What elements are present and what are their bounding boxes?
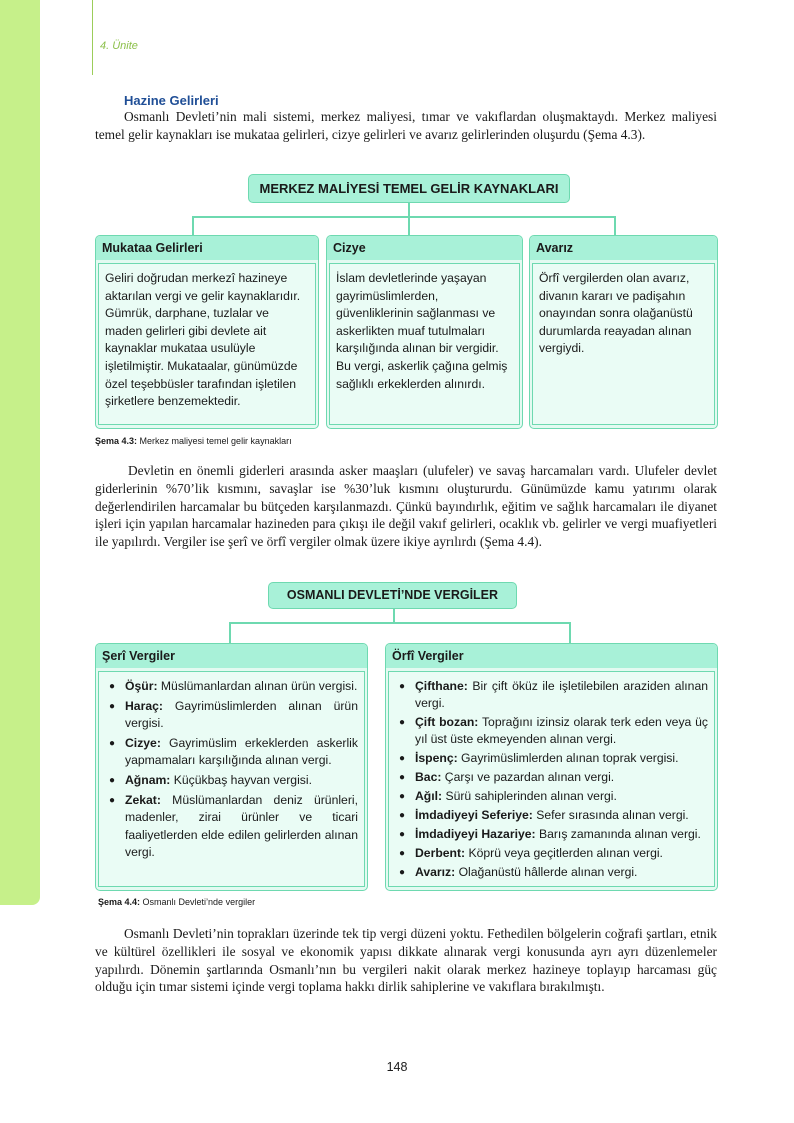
tax-term: Haraç: [125, 698, 163, 713]
page-number: 148 [386, 1060, 408, 1074]
box-text: Geliri doğrudan merkezî hazineye aktarılan vergi ve gelir kaynaklarıdır. Gümrük, darphane, tuzlalar ve maden gelirleri gibi devlete ait kaynaklar mukataa usulüyle işletilmiştir. Mukataalar, günümüzde özel teşebbüsler tarafından işletilen şirketlere benzemektedir. [98, 263, 316, 425]
tax-description: Sefer sırasında alınan vergi. [532, 808, 689, 822]
tax-description: Toprağını izinsiz olarak terk eden veya üç yıl üst üste ekmeyenden alınan vergi. [415, 715, 708, 746]
diagram-revenue-title: MERKEZ MALİYESİ TEMEL GELİR KAYNAKLARI [248, 174, 570, 203]
tax-description: Barış zamanında alınan vergi. [535, 827, 701, 841]
caption-label: Şema 4.3: [95, 436, 138, 446]
box-title: Örfî Vergiler [386, 644, 717, 668]
box-title: Şerî Vergiler [96, 644, 367, 668]
tax-description: Sürü sahiplerinden alınan vergi. [442, 789, 617, 803]
tax-item [395, 788, 708, 805]
box-title: Cizye [327, 236, 522, 260]
diagram-caption [95, 436, 292, 446]
tax-description: Bir çift öküz ile işletilebilen araziden alınan vergi. [415, 679, 708, 710]
tax-description: Müslümanlardan deniz ürünleri, madenler, zirai ürünler ve ticari faaliyetlerden elde edilen gelirlerden alınan vergi. [125, 792, 358, 860]
tax-term: Derbent: [415, 846, 466, 860]
paragraph-intro: Osmanlı Devleti’nin mali sistemi, merkez maliyesi, tımar ve vakıflardan oluşmaktaydı. Merkez maliyesi temel gelir kaynakları ise mukataa gelirleri, cizye gelirleri ve avarız gelirlerinden oluşurdu (Şema 4.3). [95, 109, 717, 142]
connector [614, 216, 616, 236]
connector [229, 622, 231, 644]
section-title: Hazine Gelirleri [124, 93, 219, 108]
connector [229, 622, 571, 624]
side-color-band [0, 0, 40, 905]
connector [408, 203, 410, 217]
diagram-caption [98, 897, 255, 907]
tax-item [105, 678, 358, 696]
tax-item [395, 826, 708, 843]
tax-description: Gayrimüslimlerden alınan toprak vergisi. [457, 751, 679, 765]
paragraph-regional-taxes: Osmanlı Devleti’nin toprakları üzerinde tek tip vergi düzeni yoktu. Fethedilen bölgelerin coğrafi şartları, etnik ve kültürel özellikleri ile sosyal ve ekonomik yapısı dikkate alınarak vergi konusunda ayrı ayrı düzenlemeler yapılırdı. Dönemin şartlarında Osmanlı’nın bu vergileri nakit olarak merkez hazineye toplayıp harcaması güç olduğu için tımar sistemi içinde vergi toplama hakkı dirlik sahiplerine ve vakıflara bırakılmıştı. [95, 926, 717, 995]
tax-description: Gayrimüslim erkeklerden askerlik yapmamaları karşılığında alınan vergi. [125, 735, 358, 768]
box-list-container [388, 671, 715, 887]
tax-description: Köprü veya geçitlerden alınan vergi. [465, 846, 663, 860]
box-text: İslam devletlerinde yaşayan gayrimüslimlerden, güvenliklerinin sağlanması ve askerlikten muaf tutulmaları karşılığında alınan bir vergidir. Bu vergi, askerlik çağına gelmiş sağlıklı erkeklerden alınırdı. [329, 263, 520, 425]
box-list-container [98, 671, 365, 887]
tax-term: Ağnam: [125, 772, 171, 787]
tax-item [395, 769, 708, 786]
header-divider [92, 0, 93, 75]
tax-term: Çifthane: [415, 679, 468, 693]
tax-term: Öşür: [125, 679, 158, 693]
diagram-taxes-title: OSMANLI DEVLETİ’NDE VERGİLER [268, 582, 517, 609]
tax-term: Çift bozan: [415, 715, 479, 729]
caption-text: Osmanlı Devleti’nde vergiler [140, 897, 256, 907]
tax-term: İspenç: [415, 751, 458, 765]
connector [192, 216, 616, 218]
tax-item [105, 772, 358, 790]
box-text: Örfî vergilerden olan avarız, divanın kararı ve padişahın onayından sonra olağanüstü durumlarda reayadan alınan vergiydi. [532, 263, 715, 425]
tax-item [395, 807, 708, 824]
tax-item [395, 714, 708, 748]
tax-description: Çarşı ve pazardan alınan vergi. [441, 770, 615, 784]
connector [408, 216, 410, 236]
connector [192, 216, 194, 236]
tax-item [105, 792, 358, 862]
box-title: Mukataa Gelirleri [96, 236, 318, 260]
tax-item [395, 845, 708, 862]
tax-description: Küçükbaş hayvan vergisi. [170, 772, 312, 787]
tax-item [105, 735, 358, 770]
caption-text: Merkez maliyesi temel gelir kaynakları [137, 436, 292, 446]
tax-term: İmdadiyeyi Seferiye: [415, 808, 533, 822]
tax-term: Cizye: [125, 735, 161, 750]
revenue-box-mukataa [95, 235, 319, 429]
tax-item [105, 698, 358, 733]
tax-term: Bac: [415, 770, 442, 784]
connector [393, 609, 395, 623]
tax-item [395, 864, 708, 881]
tax-description: Gayrimüslimlerden alınan ürün vergisi. [125, 698, 358, 731]
tax-term: Avarız: [415, 865, 456, 879]
tax-box-orfi [385, 643, 718, 891]
caption-label: Şema 4.4: [98, 897, 141, 907]
tax-description: Olağanüstü hâllerde alınan vergi. [455, 865, 638, 879]
box-title: Avarız [530, 236, 717, 260]
seri-tax-list [105, 678, 358, 862]
tax-term: Ağıl: [415, 789, 443, 803]
unit-label: 4. Ünite [100, 40, 138, 52]
tax-term: Zekat: [125, 792, 161, 807]
tax-term: İmdadiyeyi Hazariye: [415, 827, 536, 841]
orfi-tax-list [395, 678, 708, 881]
revenue-box-avariz [529, 235, 718, 429]
tax-item [395, 750, 708, 767]
tax-description: Müslümanlardan alınan ürün vergisi. [157, 679, 358, 693]
tax-box-seri [95, 643, 368, 891]
revenue-box-cizye [326, 235, 523, 429]
tax-item [395, 678, 708, 712]
paragraph-expenses: Devletin en önemli giderleri arasında asker maaşları (ulufeler) ve savaş harcamaları vardı. Ulufeler devlet giderlerinin %70’lik kısmını, savaşlar ise %30’luk kısmını oluştururdu. Günümüzde kamu yatırımı olarak değerlendirilen harcamalar bu bütçeden karşılanmazdı. Çünkü bayındırlık, eğitim ve sağlık harcamaları ile diyanet işleri için yapılan harcamalar hazineden para çıkışı ile değil vakıf gelirleri, ocaklık vb. gelirler ve vergi muafiyetleri ile yapılırdı. Vergiler ise şerî ve örfî vergiler olmak üzere ikiye ayrılırdı (Şema 4.4). [95, 463, 717, 550]
connector [569, 622, 571, 644]
